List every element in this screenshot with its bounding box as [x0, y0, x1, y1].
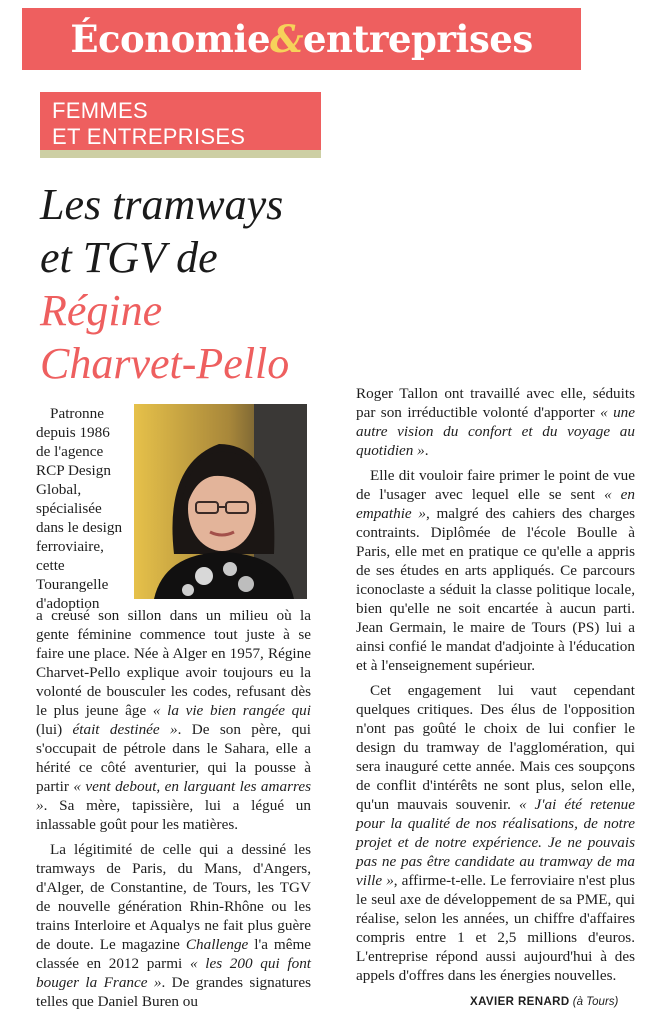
- text-run: Elle dit vouloir faire primer le point de vue de l'usager avec lequel elle se sent: [356, 467, 635, 503]
- text-run: (lui): [36, 721, 63, 738]
- quote-run: « la vie bien rangée qui: [152, 702, 311, 719]
- quote-run: « en empathie »: [356, 486, 636, 522]
- byline-author: XAVIER RENARD: [470, 996, 570, 1008]
- headline-line-1: Les tramways: [40, 180, 284, 229]
- rubric-line-2: ET ENTREPRISES: [52, 124, 246, 149]
- article-column-left: [36, 606, 311, 1011]
- article-paragraph-3: [356, 384, 635, 460]
- article-paragraph-5: [356, 681, 635, 985]
- headline-name-line-1: Régine: [40, 286, 163, 335]
- section-title-entreprises: entreprises: [302, 17, 533, 61]
- quote-run: « J'ai été retenue pour la qualité de nos réalisations, de notre projet et de notre expérience. Je ne pouvais pas ne pas être candidate au tramway de ma ville »: [356, 796, 636, 889]
- text-run: . De son père, qui s'occupait de pétrole dans le Sahara, elle a hérité ce côté aventurier, qui la pousse à partir: [36, 721, 311, 795]
- portrait-photo: [134, 404, 307, 599]
- byline-place: (à Tours): [572, 996, 619, 1008]
- quote-run: « vent debout, en larguant les amarres »: [36, 778, 311, 814]
- article-paragraph-4: [356, 466, 635, 675]
- text-run: Roger Tallon ont travaillé avec elle, séduits par son irréductible volonté d'apporter: [356, 385, 635, 421]
- section-banner: [22, 8, 581, 70]
- magazine-name: Challenge: [185, 936, 249, 953]
- headline-line-2: et TGV de: [40, 233, 218, 282]
- section-title-ampersand: &: [270, 17, 303, 61]
- text-run: .: [424, 442, 429, 459]
- quote-run: « les 200 qui font bouger la France »: [36, 955, 312, 991]
- quote-run: était destinée »: [72, 721, 178, 738]
- text-run: . Sa mère, tapissière, lui a légué un inlassable goût pour les matières.: [36, 797, 311, 833]
- text-run: l'a même classée en 2012 parmi: [36, 936, 312, 972]
- headline-name-line-2: Charvet-Pello: [40, 339, 290, 388]
- quote-run: « une autre vision du confort et du voyage au quotidien »: [356, 404, 635, 459]
- rubric-label: [40, 92, 321, 158]
- article-headline: [40, 178, 370, 390]
- portrait-illustration: [134, 404, 307, 599]
- text-run: La légitimité de celle qui a dessiné les tramways de Paris, du Mans, d'Angers, d'Alger, de Constantine, de Tours, les TGV de nouvelle génération Rhin-Rhône ou les trains Interloire et Aqualys ne fait plus guère de doute. Le magazine: [36, 841, 311, 953]
- article-byline: [470, 994, 640, 1010]
- text-run: a creusé son sillon dans un milieu où la gente féminine commence tout juste à se faire une place. Née à Alger en 1957, Régine Charvet-Pello explique avoir toujours eu la volonté de bousculer les codes, refusant dès le plus jeune âge: [36, 607, 311, 719]
- article-wrap-paragraph: Patronne depuis 1986 de l'agence RCP Design Global, spécialisée dans le design ferroviaire, cette Tourangelle d'adoption: [36, 405, 123, 612]
- article-column-right: [356, 384, 635, 985]
- text-run: , malgré des cahiers des charges contraints. Diplômée de l'école Boulle à Paris, elle met en pratique ce qu'elle a appris de ses études en arts appliqués. Ce parcours iconoclaste a séduit la classe politique locale, bien qu'elle ne soit encartée à aucun parti. Jean Germain, le maire de Tours (PS) lui a ainsi confié le mandat d'adjointe à l'éducation et à l'enseignement supérieur.: [356, 505, 636, 674]
- rubric-line-1: FEMMES: [52, 98, 148, 123]
- text-run: Cet engagement lui vaut cependant quelques critiques. Des élus de l'opposition n'ont pas goûté le choix de lui confier le design du tramway de l'agglomération, qui sera inauguré cette année. Mais ces soupçons de conflit d'intérêts ne sont plus, selon elle, qu'un mauvais souvenir.: [356, 682, 635, 813]
- article-wrap-text: [36, 404, 126, 613]
- text-run: , affirme-t-elle. Le ferroviaire n'est plus le seul axe de développement de sa PME, qui réalise, selon les années, un chiffre d'affaires compris entre 1 et 2,5 millions d'euros. L'entreprise répond aussi aujourd'hui à des appels d'offres dans les énergies nouvelles.: [356, 872, 635, 984]
- text-run: . De grandes signatures telles que Daniel Buren ou: [36, 974, 311, 1010]
- article-paragraph-2: [36, 840, 311, 1011]
- article-paragraph-1: [36, 606, 311, 834]
- section-title-economie: Économie: [70, 17, 271, 61]
